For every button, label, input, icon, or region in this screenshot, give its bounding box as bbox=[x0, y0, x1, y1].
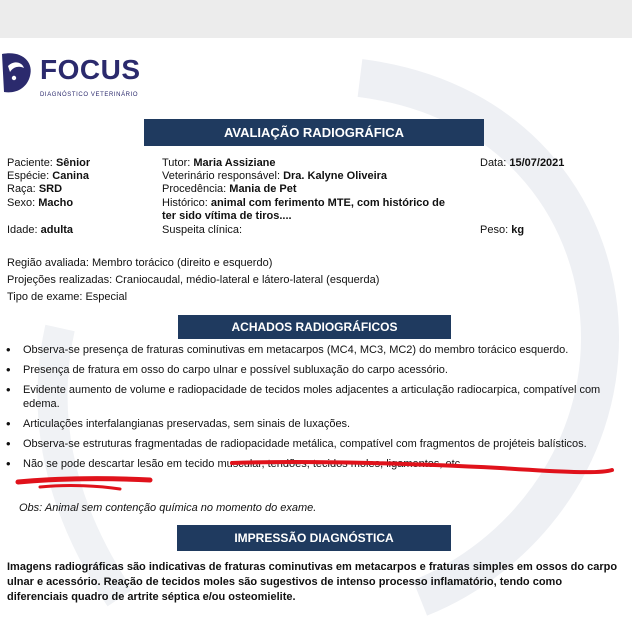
history-row bbox=[162, 197, 445, 210]
weight-value: kg bbox=[511, 224, 525, 236]
species-label: Espécie: bbox=[7, 170, 50, 182]
region-evaluated: Região avaliada: Membro torácico (direito e esquerdo) bbox=[7, 257, 273, 269]
impression-text: Imagens radiográficas são indicativas de fraturas cominutivas em metacarpos e fraturas simples em ossos do carpo ulnar e acessório. Reação de tecidos moles são sugestivos de intenso processo inflamatório, tendo como diferenciais quadro de artrite séptica e/ou osteomielite. bbox=[7, 561, 618, 603]
finding-item: • Presença de fratura em osso do carpo ulnar e possível subluxação do carpo acessório. bbox=[6, 363, 618, 377]
brand-tagline: DIAGNÓSTICO VETERINÁRIO bbox=[40, 92, 139, 98]
history-value: animal com ferimento MTE, com histórico de bbox=[210, 197, 446, 209]
vet-value: Dra. Kalyne Oliveira bbox=[283, 170, 388, 182]
species-value: Canina bbox=[52, 170, 89, 182]
species-row bbox=[7, 170, 89, 183]
age-label: Idade: bbox=[7, 224, 38, 236]
history-label: Histórico: bbox=[162, 197, 208, 209]
vet-label: Veterinário responsável: bbox=[162, 170, 281, 182]
sex-row bbox=[7, 197, 73, 210]
findings-list bbox=[6, 343, 618, 477]
date-row bbox=[480, 157, 564, 170]
tutor-value: Maria Assiziane bbox=[193, 157, 276, 169]
finding-item: • Observa-se estruturas fragmentadas de radiopacidade metálica, compatível com fragmentos de projéteis balísticos. bbox=[6, 437, 618, 451]
suspicion-row bbox=[162, 224, 242, 237]
suspicion-label: Suspeita clínica: bbox=[162, 224, 243, 236]
history-row-2 bbox=[162, 210, 292, 223]
origin-row bbox=[162, 183, 297, 196]
origin-label: Procedência: bbox=[162, 183, 227, 195]
weight-label: Peso: bbox=[480, 224, 509, 236]
date-value: 15/07/2021 bbox=[509, 157, 565, 169]
tutor-row bbox=[162, 157, 276, 170]
exam-type: Tipo de exame: Especial bbox=[7, 291, 128, 303]
breed-label: Raça: bbox=[7, 183, 36, 195]
brand-name: FOCUS bbox=[40, 54, 141, 85]
origin-value: Mania de Pet bbox=[229, 183, 297, 195]
sex-label: Sexo: bbox=[7, 197, 36, 209]
observation-note: Obs: Animal sem contenção química no momento do exame. bbox=[19, 502, 317, 514]
history-value-2: ter sido vítima de tiros.... bbox=[162, 210, 292, 222]
patient-row bbox=[7, 157, 90, 170]
vet-row bbox=[162, 170, 387, 183]
impression-banner: IMPRESSÃO DIAGNÓSTICA bbox=[177, 525, 451, 551]
sex-value: Macho bbox=[38, 197, 74, 209]
age-value: adulta bbox=[40, 224, 74, 236]
logo-icon bbox=[0, 48, 36, 98]
finding-item: • Observa-se presença de fraturas cominutivas em metacarpos (MC4, MC3, MC2) do membro torácico esquerdo. bbox=[6, 343, 618, 357]
patient-value: Sênior bbox=[55, 157, 91, 169]
finding-item: • Não se pode descartar lesão em tecido muscular, tendões, tecidos moles, ligamentos, etc. bbox=[6, 457, 618, 471]
projections: Projeções realizadas: Craniocaudal, médio-lateral e látero-lateral (esquerda) bbox=[7, 274, 380, 286]
tutor-label: Tutor: bbox=[162, 157, 191, 169]
patient-label: Paciente: bbox=[7, 157, 53, 169]
findings-banner: ACHADOS RADIOGRÁFICOS bbox=[178, 315, 451, 339]
date-label: Data: bbox=[480, 157, 507, 169]
top-bar bbox=[0, 0, 632, 38]
age-row bbox=[7, 224, 73, 237]
breed-row bbox=[7, 183, 62, 196]
finding-item: • Articulações interfalangianas preservadas, sem sinais de luxações. bbox=[6, 417, 618, 431]
finding-item: • Evidente aumento de volume e radiopacidade de tecidos moles adjacentes a articulação radiocarpica, compatível com edema. bbox=[6, 383, 618, 411]
evaluation-banner: AVALIAÇÃO RADIOGRÁFICA bbox=[144, 119, 484, 146]
breed-value: SRD bbox=[38, 183, 63, 195]
weight-row bbox=[480, 224, 524, 237]
